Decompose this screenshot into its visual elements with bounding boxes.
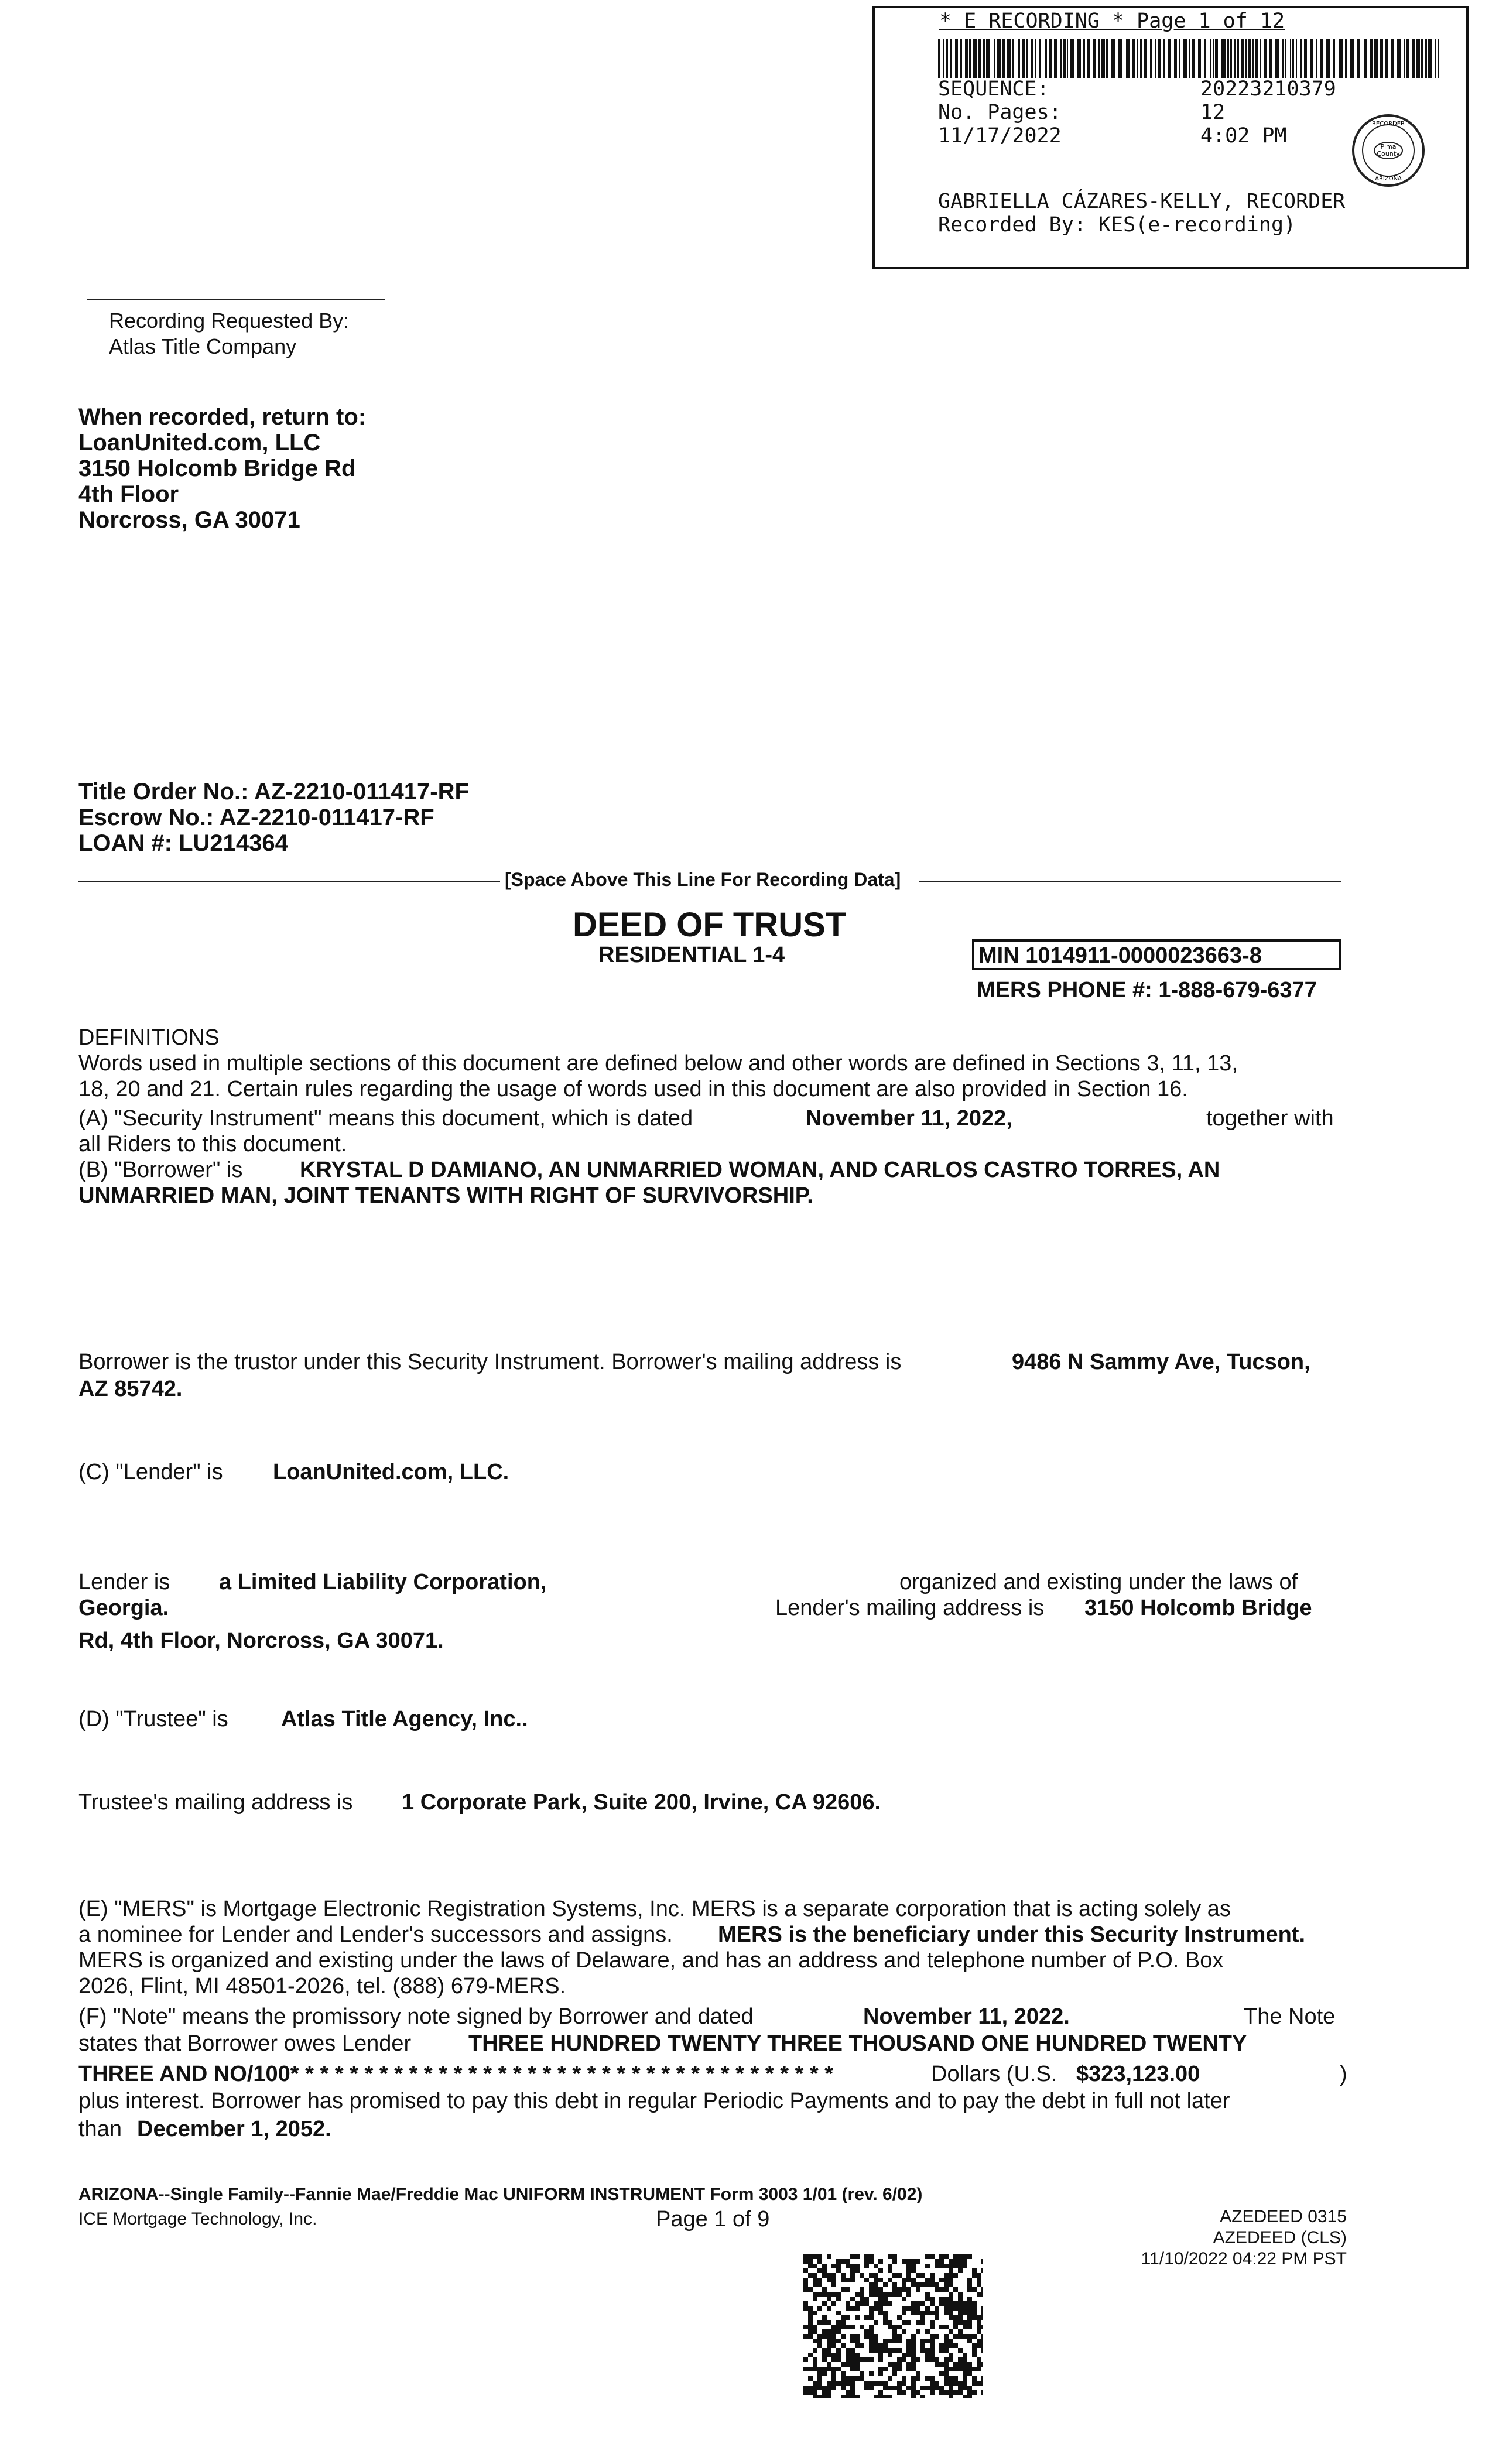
note-amount: $323,123.00 — [1076, 2062, 1200, 2086]
mers-beneficiary: MERS is the beneficiary under this Security Instrument. — [718, 1922, 1306, 1947]
organized-text: organized and existing under the laws of — [899, 1570, 1298, 1594]
escrow-number: Escrow No.: AZ-2210-011417-RF — [78, 805, 434, 830]
return-to-line: 4th Floor — [78, 481, 179, 507]
recorded-by: Recorded By: KES(e-recording) — [938, 213, 1296, 237]
borrower-name: UNMARRIED MAN, JOINT TENANTS WITH RIGHT OF SURVIVORSHIP. — [78, 1183, 813, 1208]
recording-requested-name: Atlas Title Company — [109, 334, 297, 358]
document-title: DEED OF TRUST — [573, 906, 847, 944]
record-date: 11/17/2022 — [938, 124, 1062, 148]
form-code: AZEDEED 0315 — [1220, 2207, 1347, 2226]
return-to-label: When recorded, return to: — [78, 404, 367, 430]
document-subtitle: RESIDENTIAL 1-4 — [598, 943, 785, 967]
definition-a-line2: all Riders to this document. — [78, 1132, 347, 1156]
document-barcode-icon — [803, 2254, 983, 2398]
loan-number: LOAN #: LU214364 — [78, 830, 288, 856]
definition-e: 2026, Flint, MI 48501-2026, tel. (888) 679-MERS. — [78, 1974, 566, 1998]
page-number: Page 1 of 9 — [656, 2207, 770, 2232]
mers-phone: MERS PHONE #: 1-888-679-6377 — [977, 978, 1317, 1002]
divider — [87, 299, 385, 300]
footer-timestamp: 11/10/2022 04:22 PM PST — [1141, 2249, 1347, 2268]
definition-f-suffix: The Note — [1244, 2004, 1336, 2029]
definition-e: a nominee for Lender and Lender's successors and assigns. — [78, 1922, 673, 1947]
recorder-stamp — [872, 6, 1469, 269]
definition-a: (A) "Security Instrument" means this document, which is dated — [78, 1106, 693, 1131]
trustee-address: 1 Corporate Park, Suite 200, Irvine, CA 92606. — [402, 1790, 881, 1815]
return-to-line: Norcross, GA 30071 — [78, 507, 300, 533]
stamp-header: * E RECORDING * Page 1 of 12 — [939, 9, 1285, 33]
definitions-intro: 18, 20 and 21. Certain rules regarding the usage of words used in this document are also provided in Section 16. — [78, 1077, 1188, 1101]
trustee-address-label: Trustee's mailing address is — [78, 1790, 353, 1815]
sequence-label: SEQUENCE: — [938, 77, 1049, 101]
definitions-heading: DEFINITIONS — [78, 1025, 220, 1050]
borrower-address-text: Borrower is the trustor under this Security Instrument. Borrower's mailing address is — [78, 1350, 902, 1374]
return-to-line: 3150 Holcomb Bridge Rd — [78, 456, 356, 481]
definition-d: (D) "Trustee" is — [78, 1707, 228, 1731]
lender-is: Lender is — [78, 1570, 170, 1594]
footer-company: ICE Mortgage Technology, Inc. — [78, 2209, 317, 2229]
pages-value: 12 — [1200, 101, 1226, 124]
form-identifier: ARIZONA--Single Family--Fannie Mae/Freddie Mac UNIFORM INSTRUMENT Form 3003 1/01 (rev. 6/02) — [78, 2185, 923, 2204]
note-amount-words: THREE HUNDRED TWENTY THREE THOUSAND ONE HUNDRED TWENTY — [468, 2031, 1247, 2056]
definition-c: (C) "Lender" is — [78, 1460, 223, 1484]
definition-e: MERS is organized and existing under the laws of Delaware, and has an address and telephone number of P.O. Box — [78, 1948, 1224, 1973]
space-above-line: [Space Above This Line For Recording Data] — [505, 869, 901, 890]
svg-text:Pima: Pima — [1380, 143, 1397, 150]
note-amount-words: THREE AND NO/100* * * * * * * * * * * * * * * * * * * * * * * * * * * * * * * * * * * * * — [78, 2062, 834, 2086]
county-seal-icon — [1350, 112, 1426, 189]
divider — [78, 881, 500, 882]
lender-state: Georgia. — [78, 1596, 169, 1620]
lender-name: LoanUnited.com, LLC. — [273, 1460, 509, 1484]
definition-a-suffix: together with — [1206, 1106, 1334, 1131]
borrower-address: AZ 85742. — [78, 1377, 183, 1401]
lender-type: a Limited Liability Corporation, — [219, 1570, 547, 1594]
title-order-number: Title Order No.: AZ-2210-011417-RF — [78, 779, 469, 805]
borrower-address: 9486 N Sammy Ave, Tucson, — [1012, 1350, 1310, 1374]
borrower-name: KRYSTAL D DAMIANO, AN UNMARRIED WOMAN, AND CARLOS CASTRO TORRES, AN — [300, 1158, 1220, 1182]
record-time: 4:02 PM — [1200, 124, 1287, 148]
return-to-block — [78, 404, 366, 533]
stamp-barcode — [938, 39, 1443, 78]
lender-mail-address: 3150 Holcomb Bridge — [1084, 1596, 1312, 1620]
definition-b: (B) "Borrower" is — [78, 1158, 243, 1182]
definition-f: (F) "Note" means the promissory note signed by Borrower and dated — [78, 2004, 754, 2029]
recorder-name: GABRIELLA CÁZARES-KELLY, RECORDER — [938, 190, 1346, 213]
svg-text:ARIZONA: ARIZONA — [1375, 176, 1402, 182]
footer-codes — [1141, 2206, 1347, 2270]
definition-f: than — [78, 2117, 122, 2141]
definition-a-date: November 11, 2022, — [806, 1106, 1012, 1131]
order-info — [78, 779, 469, 856]
definitions-intro: Words used in multiple sections of this document are defined below and other words are defined in Sections 3, 11, 13, — [78, 1051, 1238, 1076]
definition-e: (E) "MERS" is Mortgage Electronic Registration Systems, Inc. MERS is a separate corporation that is acting solely as — [78, 1897, 1231, 1921]
maturity-date: December 1, 2052. — [137, 2117, 331, 2141]
form-code: AZEDEED (CLS) — [1213, 2228, 1347, 2247]
divider — [919, 881, 1341, 882]
trustee-name: Atlas Title Agency, Inc.. — [281, 1707, 528, 1731]
lender-mail-label: Lender's mailing address is — [775, 1596, 1045, 1620]
sequence-value: 20223210379 — [1200, 77, 1336, 101]
min-box: MIN 1014911-0000023663-8 — [972, 939, 1341, 970]
definition-f: plus interest. Borrower has promised to pay this debt in regular Periodic Payments and to pay the debt in full not later — [78, 2089, 1230, 2113]
svg-text:County: County — [1377, 150, 1400, 158]
recording-requested-label: Recording Requested By: — [109, 309, 350, 333]
svg-text:RECORDER: RECORDER — [1371, 121, 1405, 127]
pages-label: No. Pages: — [938, 101, 1062, 124]
dollars-label: Dollars (U.S. — [931, 2062, 1057, 2086]
definition-f: states that Borrower owes Lender — [78, 2031, 412, 2056]
note-date: November 11, 2022. — [863, 2004, 1070, 2029]
close-paren: ) — [1340, 2062, 1347, 2086]
return-to-line: LoanUnited.com, LLC — [78, 430, 321, 456]
lender-mail-address: Rd, 4th Floor, Norcross, GA 30071. — [78, 1628, 444, 1653]
